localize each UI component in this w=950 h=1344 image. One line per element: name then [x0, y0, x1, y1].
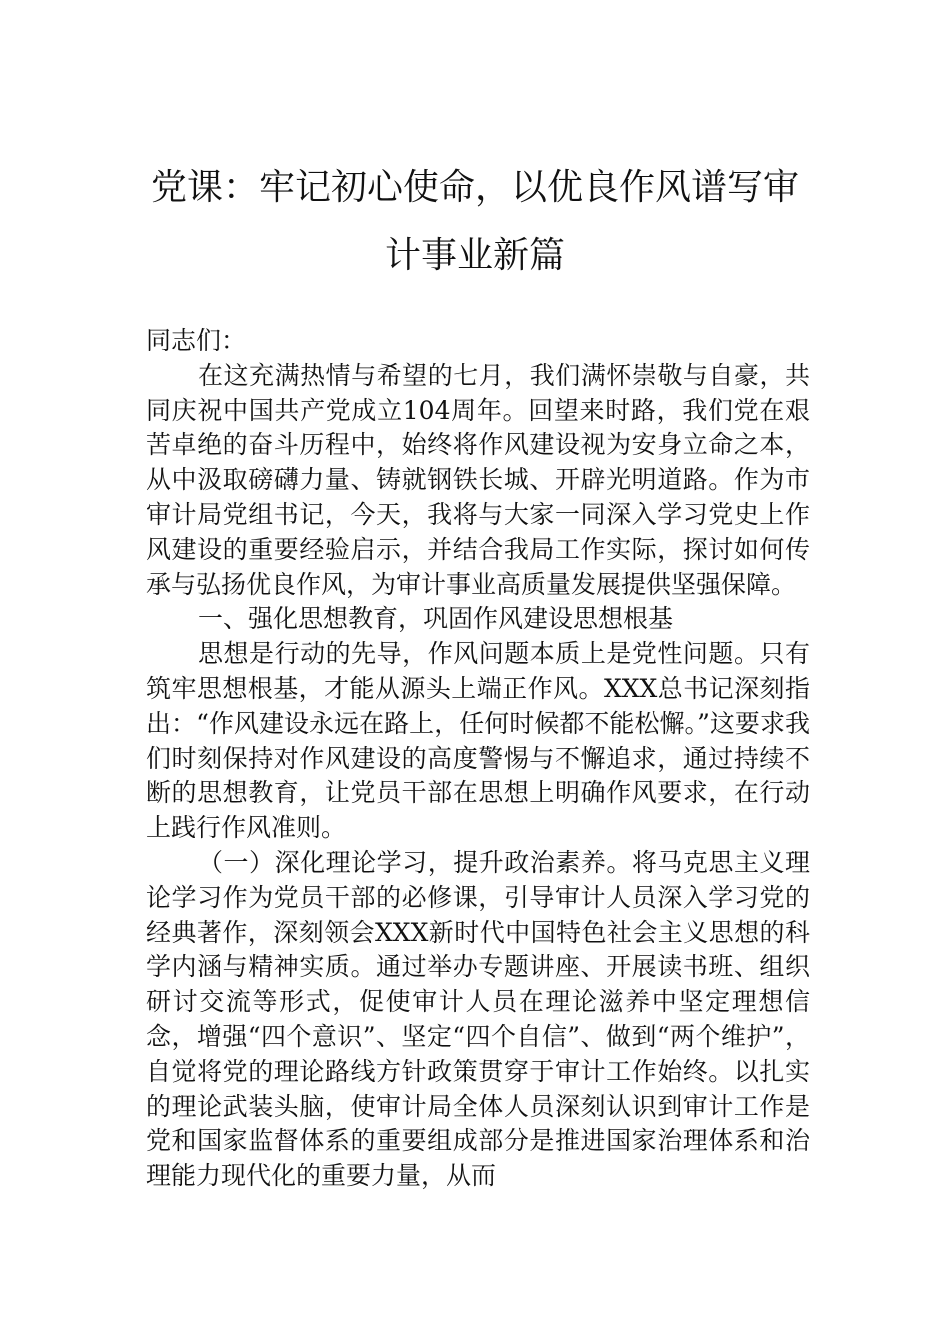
paragraph-section-1: 思想是行动的先导，作风问题本质上是党性问题。只有筑牢思想根基，才能从源头上端正作风。XXX总书记深刻指出：“作风建设永远在路上，任何时候都不能松懈。”这要求我们时刻保持对作风建设的高度警惕与不懈追求，通过持续不断的思想教育，让党员干部在思想上明确作风要求，在行动上践行作风准则。 — [146, 639, 810, 843]
document-title-line-1: 党课：牢记初心使命，以优良作风谱写审 — [150, 167, 799, 208]
document-title-line-2: 计事业新篇 — [384, 235, 565, 276]
salutation: 同志们： — [146, 326, 247, 355]
document-body — [146, 324, 810, 1194]
paragraph-intro: 在这充满热情与希望的七月，我们满怀崇敬与自豪，共同庆祝中国共产党成立104周年。回望来时路，我们党在艰苦卓绝的奋斗历程中，始终将作风建设视为安身立命之本，从中汲取磅礴力量、铸就钢铁长城、开辟光明道路。作为市审计局党组书记，今天，我将与大家一同深入学习党史上作风建设的重要经验启示，并结合我局工作实际，探讨如何传承与弘扬优良作风，为审计事业高质量发展提供坚强保障。 — [146, 360, 810, 599]
paragraph-subsection-1: （一）深化理论学习，提升政治素养。将马克思主义理论学习作为党员干部的必修课，引导审计人员深入学习党的经典著作，深刻领会XXX新时代中国特色社会主义思想的科学内涵与精神实质。通过举办专题讲座、开展读书班、组织研讨交流等形式，促使审计人员在理论滋养中坚定理想信念，增强“四个意识”、坚定“四个自信”、做到“两个维护”，自觉将党的理论路线方针政策贯穿于审计工作始终。以扎实的理论武装头脑，使审计局全体人员深刻认识到审计工作是党和国家监督体系的重要组成部分是推进国家治理体系和治理能力现代化的重要力量，从而 — [146, 847, 810, 1191]
section-heading-1: 一、强化思想教育，巩固作风建设思想根基 — [198, 604, 674, 634]
